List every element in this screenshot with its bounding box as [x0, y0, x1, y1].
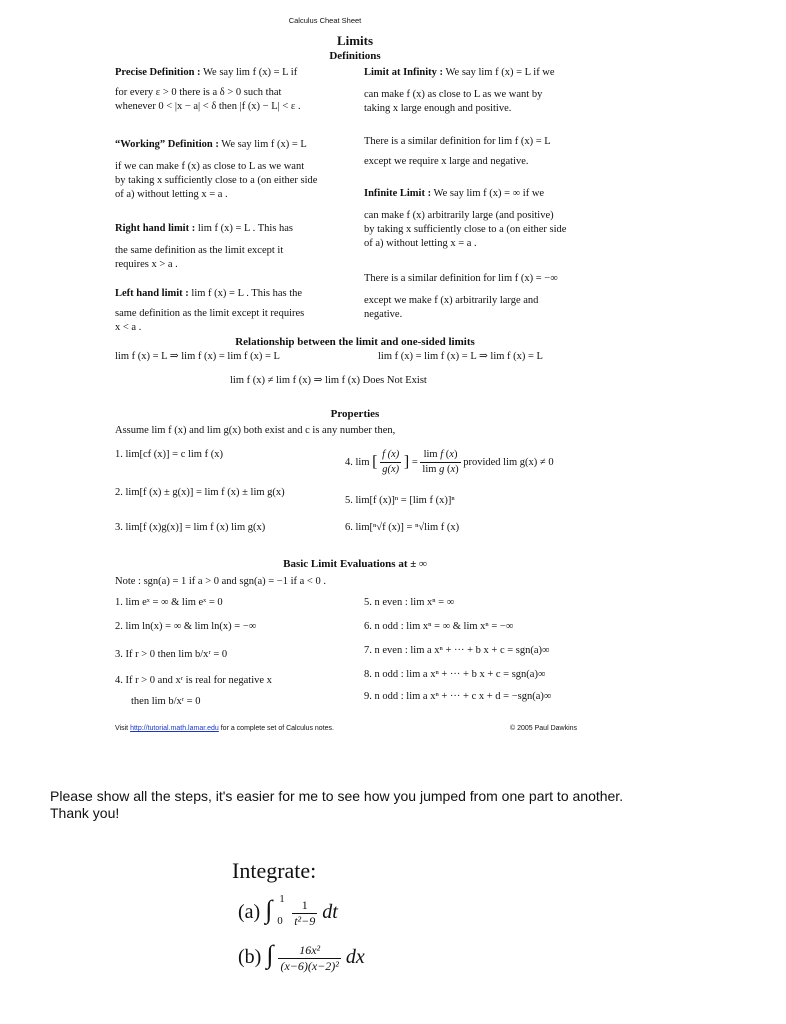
infinite-label: Infinite Limit : — [364, 188, 432, 199]
problem-a-label: (a) — [238, 901, 261, 923]
problem-a — [238, 895, 538, 935]
page-title: Limits — [336, 33, 374, 48]
basic-item-8: 8. n odd : lim a xⁿ + ··· + b x + c = sgn(a)∞ — [364, 669, 546, 680]
similar-text-1: There is a similar definition for lim f (x) = L — [364, 136, 551, 147]
property-4-frac: $\frac{f (x)}{g(x)}$ — [382, 449, 400, 475]
similar-definition-2 — [364, 272, 604, 322]
basic-item-2: 2. lim ln(x) = ∞ & lim ln(x) = −∞ — [115, 621, 257, 632]
basic-item-9: 9. n odd : lim a xⁿ + ··· + c x + d = −sgn(a)∞ — [364, 691, 552, 702]
limit-inf-text-2: can make f (x) as close to L as we want by — [364, 89, 543, 100]
question-line-2: Thank you! — [50, 805, 120, 821]
working-definition — [115, 138, 355, 202]
problem-b-denominator: (x−6)(x−2)² — [280, 958, 339, 973]
integral-sign-a: ∫ 1 0 — [265, 893, 285, 927]
precise-definition — [115, 66, 355, 114]
left-label: Left hand limit : — [115, 288, 189, 299]
infinite-text-2: can make f (x) arbitrarily large (and positive) — [364, 210, 554, 221]
problem-b-label: (b) — [238, 946, 262, 968]
section-definitions: Definitions — [329, 50, 381, 62]
bracket-right: ] — [403, 453, 410, 471]
left-text-3: x < a . — [115, 322, 142, 333]
right-text-3: requires x > a . — [115, 259, 178, 270]
relationship-line-1a: lim f (x) = L ⇒ lim f (x) = lim f (x) = L — [115, 351, 280, 362]
footer-copyright: © 2005 Paul Dawkins — [510, 725, 578, 732]
property-4-lim: 4. lim — [345, 456, 370, 468]
infinite-limit — [364, 187, 604, 251]
working-text-2: if we can make f (x) as close to L as we want — [115, 161, 305, 172]
limit-at-infinity — [364, 66, 604, 116]
similar2-text-3: negative. — [364, 309, 403, 320]
similar-definition — [364, 135, 604, 169]
basic-item-5: 5. n even : lim xⁿ = ∞ — [364, 597, 455, 608]
equals-sign: = — [411, 456, 418, 468]
problem-b-fraction — [278, 943, 340, 974]
relationship-title: Relationship between the limit and one-sided limits — [235, 336, 475, 348]
basic-item-4b: then lim b/xʳ = 0 — [131, 696, 201, 707]
property-6: 6. lim[ⁿ√f (x)] = ⁿ√lim f (x) — [345, 522, 460, 533]
working-text-1: We say lim f (x) = L — [221, 139, 307, 150]
similar2-text-1: There is a similar definition for lim f (x) = −∞ — [364, 273, 558, 284]
limit-inf-text-3: taking x large enough and positive. — [364, 103, 512, 114]
integral-upper-bound: 1 — [279, 893, 285, 905]
similar2-text-2: except we make f (x) arbitrarily large and — [364, 295, 539, 306]
working-text-3: by taking x sufficiently close to a (on either side — [115, 175, 318, 186]
limit-inf-text-1: We say lim f (x) = L if we — [445, 67, 555, 78]
property-5: 5. lim[f (x)]ⁿ = [lim f (x)]ⁿ — [345, 495, 455, 506]
right-hand-limit — [115, 222, 355, 272]
similar-text-2: except we require x large and negative. — [364, 156, 529, 167]
working-label: “Working” Definition : — [115, 139, 219, 150]
problem-b — [238, 940, 558, 980]
basic-note: Note : sgn(a) = 1 if a > 0 and sgn(a) = −1 if a < 0 . — [115, 576, 326, 587]
left-text-2: same definition as the limit except it requires — [115, 308, 305, 319]
problem-a-fraction — [292, 898, 317, 929]
property-4 — [345, 448, 605, 477]
basic-item-4a: 4. If r > 0 and xʳ is real for negative x — [115, 675, 272, 686]
property-4-provided: provided lim g(x) ≠ 0 — [463, 456, 554, 468]
basic-item-7: 7. n even : lim a xⁿ + ··· + b x + c = sgn(a)∞ — [364, 645, 550, 656]
problem-a-numerator: 1 — [292, 898, 317, 914]
question-text — [50, 788, 750, 822]
properties-intro: Assume lim f (x) and lim g(x) both exist and c is any number then, — [115, 425, 396, 436]
integrate-heading: Integrate: — [232, 858, 317, 883]
right-label: Right hand limit : — [115, 223, 196, 234]
property-2: 2. lim[f (x) ± g(x)] = lim f (x) ± lim g(x) — [115, 487, 285, 498]
infinite-text-3: by taking x sufficiently close to a (on either side — [364, 224, 567, 235]
relationship-line-2: lim f (x) ≠ lim f (x) ⇒ lim f (x) Does Not Exist — [230, 375, 427, 386]
limit-inf-label: Limit at Infinity : — [364, 67, 444, 78]
integral-sign-b: ∫ — [266, 940, 274, 969]
sheet-header: Calculus Cheat Sheet — [288, 16, 362, 25]
precise-text-2: for every ε > 0 there is a δ > 0 such that — [115, 87, 282, 98]
problem-a-differential: dt — [322, 901, 338, 923]
infinite-text-1: We say lim f (x) = ∞ if we — [433, 188, 545, 199]
problem-b-differential: dx — [345, 946, 365, 968]
bracket-left: [ — [372, 453, 378, 471]
property-3: 3. lim[f (x)g(x)] = lim f (x) lim g(x) — [115, 522, 266, 533]
precise-text-3: whenever 0 < |x − a| < δ then |f (x) − L| < ε . — [115, 101, 301, 112]
basic-item-6: 6. n odd : lim xⁿ = ∞ & lim xⁿ = −∞ — [364, 621, 514, 632]
basic-limits-title: Basic Limit Evaluations at ± ∞ — [283, 558, 427, 570]
footer-visit-line — [115, 725, 455, 732]
left-hand-limit — [115, 287, 355, 335]
tutorial-link[interactable]: http://tutorial.math.lamar.edu — [130, 725, 219, 732]
basic-item-1: 1. lim eˣ = ∞ & lim eˣ = 0 — [115, 597, 223, 608]
problem-b-numerator: 16x² — [278, 943, 340, 959]
properties-title: Properties — [330, 408, 380, 420]
footer-rest: for a complete set of Calculus notes. — [220, 725, 334, 732]
precise-text-1: We say lim f (x) = L if — [202, 67, 298, 78]
basic-item-3: 3. If r > 0 then lim b/xʳ = 0 — [115, 649, 228, 660]
footer-visit: Visit — [115, 725, 129, 732]
right-text-2: the same definition as the limit except it — [115, 245, 284, 256]
relationship-line-1b: lim f (x) = lim f (x) = L ⇒ lim f (x) = L — [378, 351, 543, 362]
problem-a-denominator: t²−9 — [294, 913, 316, 928]
left-text-1: lim f (x) = L . This has the — [191, 288, 303, 299]
property-1: 1. lim[cf (x)] = c lim f (x) — [115, 449, 223, 460]
precise-label: Precise Definition : — [115, 67, 201, 78]
integral-lower-bound: 0 — [277, 915, 283, 927]
property-4-frac-right: $\frac{\text{lim f (x)}}{\text{lim g (x)}}$ — [422, 449, 459, 475]
working-text-4: of a) without letting x = a . — [115, 189, 228, 200]
right-text-1: lim f (x) = L . This has — [197, 223, 294, 234]
question-line-1: Please show all the steps, it's easier for me to see how you jumped from one part to another. — [50, 788, 624, 804]
infinite-text-4: of a) without letting x = a . — [364, 238, 477, 249]
